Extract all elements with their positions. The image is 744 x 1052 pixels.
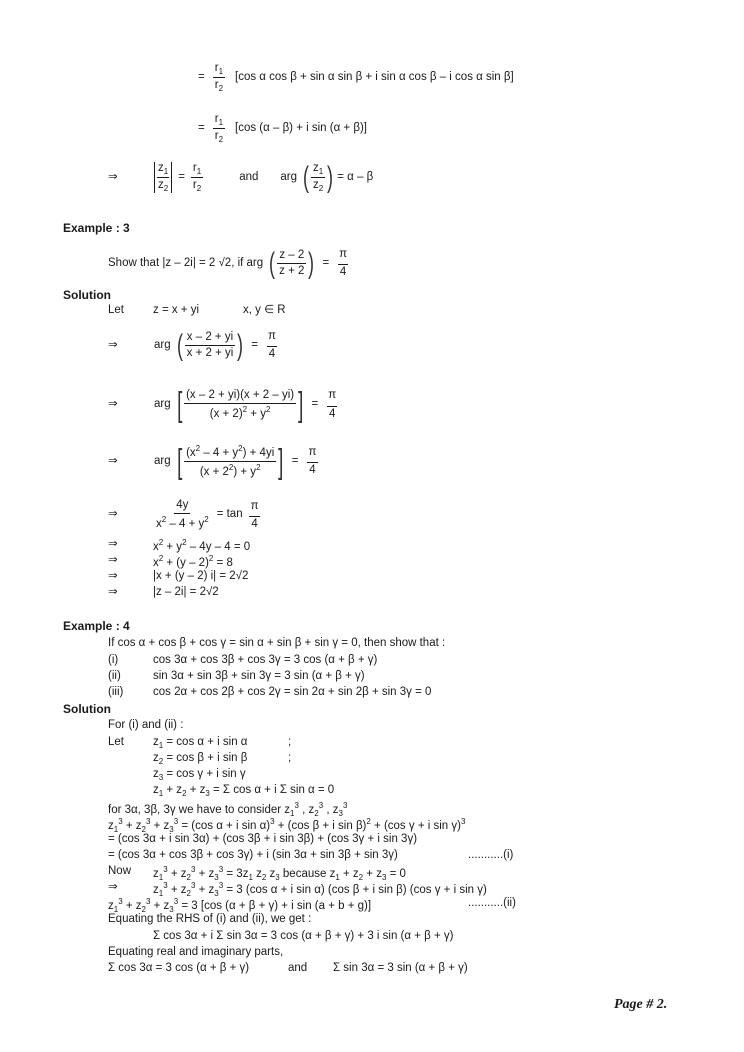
implies-arrow: ⇒ (108, 570, 118, 582)
let-expression: z = x + yi (153, 304, 200, 316)
now-label: Now (108, 865, 132, 877)
fraction-z1-z2: $\frac{z_1}{z_2}$ (313, 162, 324, 194)
semicolon: ; (288, 736, 292, 748)
equation-tag-ii: ...........(ii) (468, 897, 516, 909)
identity-line: $z_1^3 + z_2^3 + z_3^3 = 3z_1$ $z_2$ $z_3$ because $z_1 + z_2 + z_3 = 0$ (153, 865, 406, 882)
and-word: and (239, 170, 259, 183)
semicolon: ; (288, 752, 292, 764)
implies-arrow: ⇒ (108, 338, 118, 351)
fraction: $\frac{x - 2 + yi}{x + 2 + yi}$ (186, 331, 234, 360)
demoivre-line: = (cos 3α + i sin 3α) + (cos 3β + i sin 3β) + (cos 3γ + i sin 3γ) (108, 833, 418, 845)
example-3-step-3: ⇒ arg [ $\frac{(x^2 - 4 + y^2) + 4yi}{(x + 2^2) + y^2}$ ] = $\frac{\pi}{4}$ (108, 442, 317, 481)
derivation-line-1 (198, 62, 514, 93)
let-domain: x, y ∈ R (243, 304, 286, 316)
arg-label: arg (280, 170, 298, 183)
implies-arrow: ⇒ (108, 586, 118, 598)
page-number: Page # 2. (614, 997, 668, 1012)
part-expression: sin 3α + sin 3β + sin 3γ = 3 sin (α + β + γ) (153, 670, 365, 682)
expansion-expression: [cos α cos β + sin α sin β + i sin α cos β – i cos α sin β] (235, 70, 514, 83)
equals-sign: = (198, 121, 205, 134)
implies-arrow: ⇒ (108, 170, 118, 183)
equation-tag-i: ...........(i) (468, 849, 514, 861)
fraction: $\frac{(x - 2 + yi)(x + 2 - yi)}{(x + 2)^2 + y^2}$ (186, 388, 295, 420)
sum-line: $z_1 + z_2 + z_3 = \Sigma$ cos α + i Σ sin α = 0 (153, 784, 335, 798)
definition-z3: $z_3 = \cos \gamma + i$ sin γ (153, 768, 246, 782)
sigma-line: Σ cos 3α + i Σ sin 3α = 3 cos (α + β + γ) + 3 i sin (α + β + γ) (153, 930, 454, 942)
fraction-r1-r2: $\frac{r_1}{r_2}$ (214, 62, 224, 94)
equals-sign: = (198, 70, 205, 83)
example-3-heading: Example : 3 (63, 221, 130, 235)
fraction: $\frac{(x^2 - 4 + y^2) + 4yi}{(x + 2^2) + y^2}$ (186, 444, 275, 479)
fraction-r1-r2: $\frac{r_1}{r_2}$ (192, 162, 202, 194)
let-label: Let (108, 736, 124, 748)
modulus-equation: |x + (y – 2) i| = 2√2 (153, 570, 249, 582)
implies-arrow: ⇒ (108, 454, 118, 467)
statement-text: Show that |z – 2i| = 2 √2, if arg (108, 256, 264, 269)
example-4-solution-heading: Solution (63, 702, 111, 716)
fraction-r1-r2: $\frac{r_1}{r_2}$ (214, 113, 224, 145)
derivation-line-3: ⇒ $\frac{z_1}{z_2}$ = $\frac{r_1}{r_2}$ and arg ( $\frac{z_1}{z_2}$ ) = α – β (108, 160, 374, 194)
cubes-line: $z_1^3 + z_2^3 + z_3^3 = (\cos$ α + i sin α)$^3$ + (cos β + i sin β)$^2$ + (cos γ + i sin γ)$^3$ (108, 817, 466, 834)
part-expression: cos 3α + cos 3β + cos 3γ = 3 cos (α + β + γ) (153, 654, 378, 666)
fraction-pi-over-4: $\frac{\pi}{4}$ (339, 248, 348, 279)
final-result-sin: Σ sin 3α = 3 sin (α + β + γ) (333, 962, 468, 974)
part-label: (i) (108, 654, 119, 666)
example-3-step-4: ⇒ $\frac{4y}{x^2 - 4 + y^2}$ = tan $\frac{\pi}{4}$ (108, 499, 259, 531)
example-3-statement: Show that |z – 2i| = 2 √2, if arg ( $\frac{z - 2}{z + 2}$ ) = $\frac{\pi}{4}$ (108, 246, 348, 280)
equating-rhs-line: Equating the RHS of (i) and (ii), we get : (108, 913, 312, 925)
implies-arrow: ⇒ (108, 881, 118, 893)
example-4-heading: Example : 4 (63, 619, 130, 633)
part-expression: cos 2α + cos 2β + cos 2γ = sin 2α + sin 2β + sin 3γ = 0 (153, 686, 432, 698)
and-word: and (288, 962, 308, 974)
example-3-step-1: ⇒ arg ( $\frac{x - 2 + yi}{x + 2 + yi}$ ) = $\frac{\pi}{4}$ (108, 328, 276, 362)
example-3-step-2: ⇒ arg [ $\frac{(x - 2 + yi)(x + 2 - yi)}{(x + 2)^2 + y^2}$ ] = $\frac{\pi}{4}$ (108, 386, 337, 424)
part-label: (ii) (108, 670, 121, 682)
split-line: = (cos 3α + cos 3β + cos 3γ) + i (sin 3α + sin 3β + sin 3γ) (108, 849, 398, 861)
implies-arrow: ⇒ (108, 538, 118, 550)
argument-result: = α – β (337, 170, 374, 183)
fraction: $\frac{4y}{x^2 - 4 + y^2}$ (156, 499, 209, 531)
implies-arrow: ⇒ (108, 398, 118, 411)
example-4-statement: If cos α + cos β + cos γ = sin α + sin β + sin γ = 0, then show that : (108, 637, 446, 649)
let-label: Let (108, 304, 124, 316)
polar-expression: [cos (α – β) + i sin (α + β)] (235, 121, 367, 134)
polar-sum-line: $z_1^3 + z_2^3 + z_3^3 = 3$ [cos (α + β + γ) + i sin (a + b + g)] (108, 897, 372, 914)
circle-equation-expanded: $x^2 + y^2 - 4y - 4 = 0$ (153, 538, 251, 553)
implies-arrow: ⇒ (108, 508, 118, 521)
equating-parts-line: Equating real and imaginary parts, (108, 946, 284, 958)
modulus-ratio: $\frac{z_1}{z_2}$ (154, 162, 172, 193)
consider-line: for 3α, 3β, 3γ we have to consider $z_1^3$ , $z_2^3$ , $z_3^3$ (108, 801, 348, 818)
example-3-solution-heading: Solution (63, 288, 111, 302)
implies-arrow: ⇒ (108, 554, 118, 566)
definition-z1: $z_1 = \cos \alpha + i$ sin α (153, 736, 248, 750)
fraction-z-minus-2-over-z-plus-2: $\frac{z - 2}{z + 2}$ (279, 249, 305, 278)
circle-equation-standard: $x^2 + (y - 2)^2 = 8$ (153, 554, 233, 569)
part-label: (iii) (108, 686, 124, 698)
product-line: $z_1^3 + z_2^3 + z_3^3 = 3$ (cos α + i sin α) (cos β + i sin β) (cos γ + i sin γ) (153, 881, 487, 898)
final-result-cos: Σ cos 3α = 3 cos (α + β + γ) (108, 962, 250, 974)
final-result: |z – 2i| = 2√2 (153, 586, 219, 598)
definition-z2: $z_2 = \cos \beta + i$ sin β (153, 752, 248, 766)
derivation-line-2 (198, 113, 367, 144)
for-label: For (i) and (ii) : (108, 719, 184, 731)
